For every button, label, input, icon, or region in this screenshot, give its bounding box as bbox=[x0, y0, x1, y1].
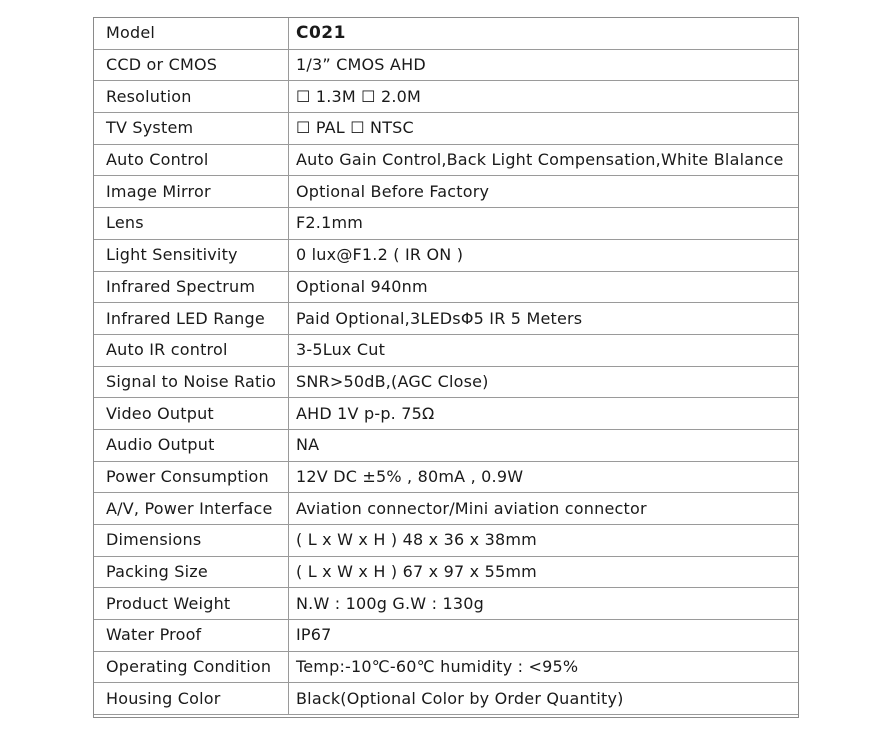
spec-row bbox=[94, 620, 799, 652]
spec-row bbox=[94, 398, 799, 430]
spec-value: Temp:-10℃-60℃ humidity : <95% bbox=[289, 651, 799, 683]
spec-row bbox=[94, 49, 799, 81]
spec-label: TV System bbox=[94, 113, 289, 145]
spec-label: Product Weight bbox=[94, 588, 289, 620]
spec-value: IP67 bbox=[289, 620, 799, 652]
spec-label: Infrared LED Range bbox=[94, 303, 289, 335]
spec-value: C021 bbox=[289, 18, 799, 50]
spec-row bbox=[94, 144, 799, 176]
spec-label: Audio Output bbox=[94, 429, 289, 461]
spec-row bbox=[94, 429, 799, 461]
spec-label: Model bbox=[94, 18, 289, 50]
spec-label: Auto IR control bbox=[94, 334, 289, 366]
spec-label: CCD or CMOS bbox=[94, 49, 289, 81]
spec-label: Operating Condition bbox=[94, 651, 289, 683]
spec-label: Housing Color bbox=[94, 683, 289, 715]
spec-value: Auto Gain Control,Back Light Compensation,White Blalance bbox=[289, 144, 799, 176]
spec-label: Signal to Noise Ratio bbox=[94, 366, 289, 398]
spec-row bbox=[94, 113, 799, 145]
spec-label: Light Sensitivity bbox=[94, 239, 289, 271]
spec-row bbox=[94, 81, 799, 113]
spec-row bbox=[94, 588, 799, 620]
spec-label: A/V, Power Interface bbox=[94, 493, 289, 525]
spec-value: F2.1mm bbox=[289, 208, 799, 240]
spec-label: Auto Control bbox=[94, 144, 289, 176]
spec-label: Image Mirror bbox=[94, 176, 289, 208]
spec-value: Paid Optional,3LEDsΦ5 IR 5 Meters bbox=[289, 303, 799, 335]
spec-row bbox=[94, 271, 799, 303]
spec-value: N.W : 100g G.W : 130g bbox=[289, 588, 799, 620]
spec-value: 12V DC ±5% , 80mA , 0.9W bbox=[289, 461, 799, 493]
spec-value: 0 lux@F1.2 ( IR ON ) bbox=[289, 239, 799, 271]
spec-label: Dimensions bbox=[94, 525, 289, 557]
spec-label: Water Proof bbox=[94, 620, 289, 652]
spec-row bbox=[94, 176, 799, 208]
spec-row bbox=[94, 651, 799, 683]
spec-value: SNR>50dB,(AGC Close) bbox=[289, 366, 799, 398]
spec-value: Black(Optional Color by Order Quantity) bbox=[289, 683, 799, 715]
spec-value: ☐ 1.3M ☐ 2.0M bbox=[289, 81, 799, 113]
spec-row bbox=[94, 683, 799, 715]
spec-label: Video Output bbox=[94, 398, 289, 430]
spec-value: AHD 1V p-p. 75Ω bbox=[289, 398, 799, 430]
spec-table bbox=[93, 17, 799, 715]
spec-label: Infrared Spectrum bbox=[94, 271, 289, 303]
spec-label: Lens bbox=[94, 208, 289, 240]
spec-value: Optional Before Factory bbox=[289, 176, 799, 208]
spec-row bbox=[94, 461, 799, 493]
spec-row bbox=[94, 208, 799, 240]
spec-row bbox=[94, 334, 799, 366]
spec-label: Resolution bbox=[94, 81, 289, 113]
spec-row bbox=[94, 239, 799, 271]
spec-value: NA bbox=[289, 429, 799, 461]
spec-value: ( L x W x H ) 48 x 36 x 38mm bbox=[289, 525, 799, 557]
spec-row bbox=[94, 556, 799, 588]
spec-row bbox=[94, 493, 799, 525]
spec-value: ( L x W x H ) 67 x 97 x 55mm bbox=[289, 556, 799, 588]
spec-row bbox=[94, 18, 799, 50]
spec-label: Power Consumption bbox=[94, 461, 289, 493]
spec-value: Aviation connector/Mini aviation connector bbox=[289, 493, 799, 525]
spec-value: Optional 940nm bbox=[289, 271, 799, 303]
spec-value: ☐ PAL ☐ NTSC bbox=[289, 113, 799, 145]
spec-value: 1/3” CMOS AHD bbox=[289, 49, 799, 81]
spec-row bbox=[94, 303, 799, 335]
spec-row bbox=[94, 366, 799, 398]
spec-row bbox=[94, 525, 799, 557]
spec-label: Packing Size bbox=[94, 556, 289, 588]
spec-value: 3-5Lux Cut bbox=[289, 334, 799, 366]
spec-table-body bbox=[94, 18, 799, 715]
